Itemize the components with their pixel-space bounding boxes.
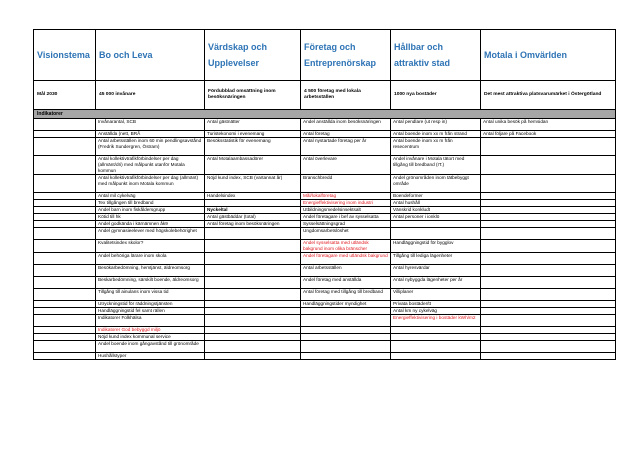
indicator-cell: Anställda (nett, BRÅ	[96, 131, 205, 138]
indicator-cell: Antal företag inom besöksnäringen	[205, 221, 301, 228]
indicator-cell	[34, 200, 96, 207]
indicator-cell: Tillgång till ainulans inom vissa tid	[96, 289, 205, 301]
indicator-cell	[205, 308, 301, 315]
indicator-cell	[481, 289, 616, 301]
indicator-cell: Boendeformer	[391, 193, 481, 200]
indicator-cell: Antal boende inom xx m från strand	[391, 131, 481, 138]
indicator-cell	[34, 334, 96, 341]
indicator-cell: Andel gymnasieelever med högskolebehörighet	[96, 228, 205, 240]
indicator-cell: Nöjd kund index, SCB (vartannat år)	[205, 175, 301, 193]
indicator-cell	[481, 327, 616, 334]
indicator-cell	[481, 301, 616, 308]
indicator-cell: Besöksstatistik för evenemang	[205, 138, 301, 156]
indicators-section-row	[34, 110, 616, 119]
indicator-cell: Beskarbedömning, särskilt boende, äldreomsorg	[96, 277, 205, 289]
indicator-row	[34, 175, 616, 193]
indicator-cell	[481, 221, 616, 228]
indicator-cell: Antal mil cykelväg	[96, 193, 205, 200]
indicator-cell	[481, 265, 616, 277]
indicator-cell: Andel barn inom fiskåldersgrupp	[96, 207, 205, 214]
indicator-cell: Invånarantal, SCB	[96, 119, 205, 131]
indicator-cell	[34, 308, 96, 315]
indicator-row	[34, 240, 616, 253]
goal-cell: 45 000 invånare	[96, 81, 205, 110]
indicator-cell	[34, 327, 96, 334]
indicator-cell	[481, 207, 616, 214]
indicator-cell: Privata bostäder/tt	[391, 301, 481, 308]
indicator-cell	[205, 334, 301, 341]
indicator-cell	[34, 131, 96, 138]
indicator-cell: Energieffektivisering i bostäder kWh/m2	[391, 315, 481, 327]
indicator-cell	[34, 265, 96, 277]
indicator-row	[34, 301, 616, 308]
indicator-cell: Andel företag med anställda	[301, 277, 391, 289]
indicator-cell	[34, 353, 96, 360]
indicator-row	[34, 334, 616, 341]
indicator-cell	[301, 353, 391, 360]
indicator-row	[34, 156, 616, 175]
indicator-cell: Indikatorer God bebyggd miljö	[96, 327, 205, 334]
indicator-cell	[391, 221, 481, 228]
indicator-cell	[34, 253, 96, 265]
indicator-row	[34, 289, 616, 301]
indicator-cell: Antal överlevare	[301, 156, 391, 175]
indicator-cell: Antal nystartade företag per år	[301, 138, 391, 156]
indicator-cell	[205, 253, 301, 265]
indicator-cell: Antal kollektivtrafikförbindelser per dag (allmänt) med målpunkt inom Motala kommun	[96, 175, 205, 193]
indicator-cell: Antal arbetsställen inom 60 min pendlingsavstånd (Fredrik Sundergren, Östram)	[96, 138, 205, 156]
indicator-row	[34, 353, 616, 360]
goal-cell: 1000 nya bostäder	[391, 81, 481, 110]
indicator-cell: Antal gästbäddar (total)	[205, 214, 301, 221]
indicator-cell: Antal gästnätter	[205, 119, 301, 131]
indicator-cell: Handläggningstid för bygglov	[391, 240, 481, 253]
header-vardskap: Värdskap och Upplevelser	[205, 30, 301, 81]
indicator-cell	[301, 327, 391, 334]
indicator-cell: Andel företagare i bef av sysselsatta	[301, 214, 391, 221]
indicator-cell: Andel behöriga lärare inom skola	[96, 253, 205, 265]
indicator-cell: Andel sysselsatta med utländsk bakgrund inom olika bränscher	[301, 240, 391, 253]
indicator-cell	[481, 193, 616, 200]
indicator-cell	[481, 138, 616, 156]
indicator-cell	[34, 193, 96, 200]
indicator-cell	[391, 353, 481, 360]
indicator-cell: Antal arbetsställen	[301, 265, 391, 277]
indicator-cell	[205, 289, 301, 301]
indicator-cell	[301, 315, 391, 327]
indicator-cell	[34, 289, 96, 301]
indicator-cell: Antal pendlare (ut resp in)	[391, 119, 481, 131]
indicator-row	[34, 200, 616, 207]
indicator-cell: Nöjd kund index kommunal service	[96, 334, 205, 341]
indicator-cell	[205, 301, 301, 308]
indicator-row	[34, 131, 616, 138]
indicator-row	[34, 214, 616, 221]
indicator-cell	[34, 207, 96, 214]
indicator-row	[34, 341, 616, 353]
indicator-cell: Tex tillgången till bredband	[96, 200, 205, 207]
indicator-cell	[205, 315, 301, 327]
indicator-cell: Handläggningstid fel samt rällen	[96, 308, 205, 315]
indicator-cell	[481, 334, 616, 341]
indicator-cell: Besökarbedömning, hemtjänst, äldreomsorg	[96, 265, 205, 277]
indicator-cell	[34, 315, 96, 327]
indicator-cell: Antal företag med tillgång till bredband	[301, 289, 391, 301]
indicator-cell	[205, 353, 301, 360]
indicator-cell	[205, 240, 301, 253]
vision-indicator-table	[33, 29, 616, 360]
indicator-row	[34, 193, 616, 200]
indicator-cell: Antal unika besök på hemsidan	[481, 119, 616, 131]
indicator-cell	[205, 265, 301, 277]
indicator-cell	[205, 341, 301, 353]
indicator-row	[34, 265, 616, 277]
indicator-cell	[481, 253, 616, 265]
indicator-cell	[481, 228, 616, 240]
indicator-cell: Antal km ny cykelväg	[391, 308, 481, 315]
indicator-cell: Branschbredd	[301, 175, 391, 193]
indicator-cell	[34, 301, 96, 308]
indicator-cell: Antal följare på Facebook	[481, 131, 616, 138]
indicator-cell	[301, 308, 391, 315]
indicator-cell: Antal kollektivtrafikförbindelser per dag (allmänt/dri) med målpunkt utanför Motala kommun	[96, 156, 205, 175]
indicator-row	[34, 315, 616, 327]
indicator-cell	[481, 341, 616, 353]
indicator-cell	[481, 353, 616, 360]
indicator-cell: Antal hyresvärdar	[391, 265, 481, 277]
indicator-cell	[34, 277, 96, 289]
indicator-cell: Mål/lokalföretag	[301, 193, 391, 200]
indicator-cell	[391, 228, 481, 240]
indicator-cell	[205, 277, 301, 289]
indicator-cell: Sysselsättningsgrad	[301, 221, 391, 228]
header-foretag: Företag och Entreprenörskap	[301, 30, 391, 81]
indicator-cell: Andel invånare i Motala tätort med tillgång till bredband (IT.)	[391, 156, 481, 175]
indicator-cell: Andel företagare med utländsk bakgrund	[301, 253, 391, 265]
header-visionstema: Visionstema	[34, 30, 96, 81]
indicator-row	[34, 119, 616, 131]
indicator-cell: Antal boende inom xx m från resecentrum	[391, 138, 481, 156]
indicator-cell: Andel grönområden inom tätbebyggt område	[391, 175, 481, 193]
indicator-row	[34, 228, 616, 240]
header-bo-och-leva: Bo och Leva	[96, 30, 205, 81]
indicator-cell: Energieffektivisering inom industri	[301, 200, 391, 207]
goal-cell: Fördubblad omsättning inom besöksnäringen	[205, 81, 301, 110]
indicator-cell: Tillgång till lediga lägenheter	[391, 253, 481, 265]
goal-row	[34, 81, 616, 110]
indicator-cell: Ungdomsarbetslöshet	[301, 228, 391, 240]
indicator-cell	[481, 308, 616, 315]
indicator-cell: Andel godkända i kärnämnen åk9	[96, 221, 205, 228]
indicator-cell	[34, 221, 96, 228]
indicator-cell	[391, 341, 481, 353]
indicator-cell	[481, 175, 616, 193]
indicator-cell	[34, 119, 96, 131]
indicator-row	[34, 308, 616, 315]
indicator-cell: Turistekonomi i evenemang	[205, 131, 301, 138]
indicator-cell	[205, 200, 301, 207]
indicator-row	[34, 138, 616, 156]
header-row	[34, 30, 616, 81]
indicator-cell	[34, 240, 96, 253]
goal-cell: 4 500 företag med lokala arbetsställen	[301, 81, 391, 110]
indicator-cell	[34, 341, 96, 353]
indicator-cell	[391, 334, 481, 341]
indicator-cell: Antal hushåll	[391, 200, 481, 207]
indicator-cell: Antal nybyggda lägenheter per år	[391, 277, 481, 289]
indicator-cell	[205, 228, 301, 240]
indicator-cell: Handläggningstider myndighet	[301, 301, 391, 308]
indicator-row	[34, 327, 616, 334]
indicator-cell	[481, 200, 616, 207]
indicator-row	[34, 277, 616, 289]
indicator-cell: Utbildningsmedelsinsektsalt	[301, 207, 391, 214]
indicator-cell: Indikatorer Folkhälsa	[96, 315, 205, 327]
indicator-cell	[301, 341, 391, 353]
indicator-rows	[34, 119, 616, 360]
indicator-cell	[34, 214, 96, 221]
indicator-cell: Antal Motalaambassadörer	[205, 156, 301, 175]
indicator-cell	[34, 156, 96, 175]
indicator-row	[34, 221, 616, 228]
indicator-cell: Hushållstyper	[96, 353, 205, 360]
indicator-cell: Villiplaner	[391, 289, 481, 301]
indicator-cell	[34, 228, 96, 240]
indicator-cell: Kvalitetsindex skolor?	[96, 240, 205, 253]
indicator-cell: Nyckeltal	[205, 207, 301, 214]
goal-label: Mål 2030	[34, 81, 96, 110]
header-hallbar-stad: Hållbar och attraktiv stad	[391, 30, 481, 81]
indicator-cell	[34, 175, 96, 193]
indicator-cell	[481, 214, 616, 221]
indicator-cell	[391, 327, 481, 334]
indicator-cell: Antal personer i ionklö	[391, 214, 481, 221]
indicator-cell: Kötid till hk	[96, 214, 205, 221]
indicator-row	[34, 207, 616, 214]
header-motala-omvarlden: Motala i Omvärlden	[481, 30, 616, 81]
goal-cell: Det mest attraktiva platsvarumärket i Östergötland	[481, 81, 616, 110]
indicator-cell: Vänskrid konkludt	[391, 207, 481, 214]
indicator-cell	[205, 327, 301, 334]
indicator-cell: Andel anställda inom besöksnäringen	[301, 119, 391, 131]
indicator-cell: Antal företag	[301, 131, 391, 138]
indicator-cell: Handelsindex	[205, 193, 301, 200]
indicator-cell	[481, 315, 616, 327]
indicator-cell	[481, 277, 616, 289]
indicators-label: Indikatorer	[34, 110, 616, 119]
indicator-cell	[34, 138, 96, 156]
indicator-cell	[481, 240, 616, 253]
indicator-row	[34, 253, 616, 265]
indicator-cell: Utryckningstid för räddningstjänsten	[96, 301, 205, 308]
indicator-cell	[301, 334, 391, 341]
indicator-cell: Andel boende inom gångavstånd till grönområde	[96, 341, 205, 353]
indicator-cell	[481, 156, 616, 175]
